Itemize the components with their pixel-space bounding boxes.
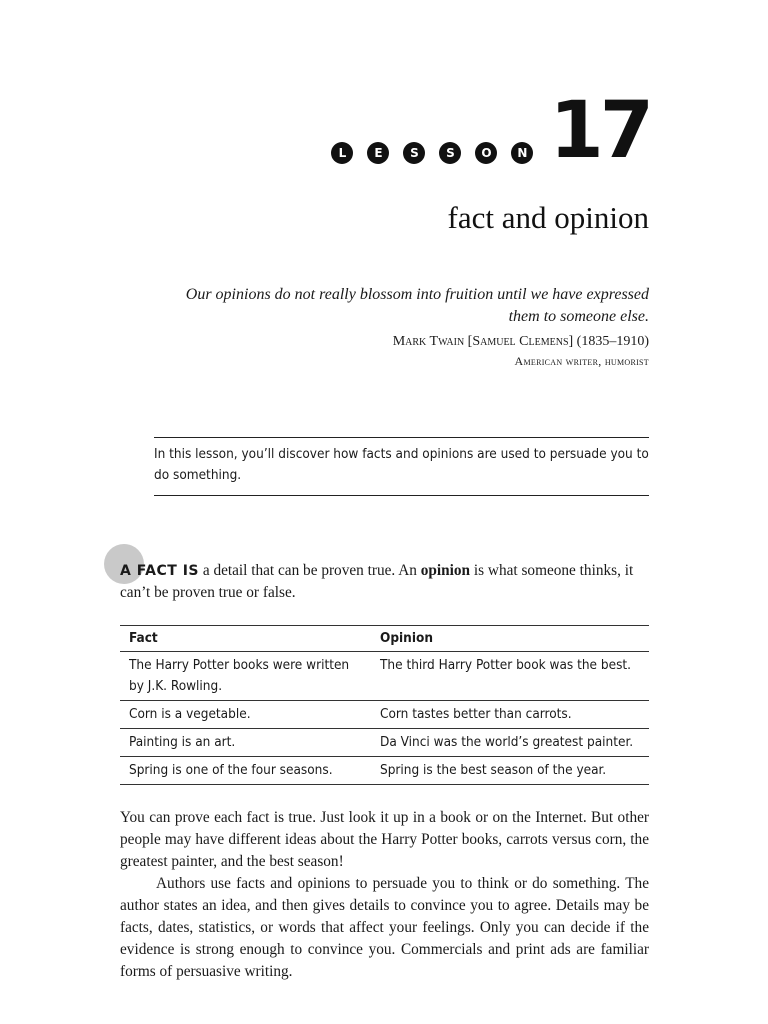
quote-text: Our opinions do not really blossom into fruition until we have expressed them to someone else. xyxy=(185,286,649,325)
lesson-header xyxy=(331,86,650,176)
opinion-cell: Da Vinci was the world’s greatest painter. xyxy=(371,729,649,757)
opinion-cell: Corn tastes better than carrots. xyxy=(371,701,649,729)
lesson-letter: O xyxy=(475,142,497,164)
lesson-letter: E xyxy=(367,142,389,164)
column-header-fact: Fact xyxy=(120,626,371,652)
body-paragraph: Authors use facts and opinions to persuade you to think or do something. The author states an idea, and then gives details to convince you to agree. Details may be facts, dates, statistics, or words that affect your feelings. Only you can decide if the evidence is strong enough to convince you. Commercials and print ads are familiar forms of persuasive writing. xyxy=(120,875,649,980)
fact-cell: Painting is an art. xyxy=(120,729,371,757)
opinion-cell: Spring is the best season of the year. xyxy=(371,757,649,785)
table-row xyxy=(120,729,649,757)
lesson-letter: S xyxy=(403,142,425,164)
quote-author: Mark Twain [Samuel Clemens] (1835–1910) xyxy=(392,334,649,349)
column-header-opinion: Opinion xyxy=(371,626,649,652)
emphasis-word: opinion xyxy=(420,562,471,579)
paragraph-text: is what someone thinks, it can’t be proven true or false. xyxy=(120,562,634,601)
lesson-intro: In this lesson, you’ll discover how facts and opinions are used to persuade you to do something. xyxy=(154,437,649,496)
lesson-label xyxy=(331,142,533,164)
table-row xyxy=(120,757,649,785)
body-paragraph: You can prove each fact is true. Just look it up in a book or on the Internet. But other people may have different ideas about the Harry Potter books, carrots versus corn, the greatest painter, and the best season! xyxy=(120,809,649,870)
fact-cell: Corn is a vegetable. xyxy=(120,701,371,729)
epigraph xyxy=(179,284,649,370)
opinion-cell: The third Harry Potter book was the best. xyxy=(371,652,649,701)
fact-cell: Spring is one of the four seasons. xyxy=(120,757,371,785)
lesson-letter: S xyxy=(439,142,461,164)
lesson-number: 17 xyxy=(549,86,650,176)
paragraph-text: a detail that can be proven true. An xyxy=(199,562,421,579)
quote-role: American writer, humorist xyxy=(514,354,649,368)
lesson-letter: L xyxy=(331,142,353,164)
lesson-letter: N xyxy=(511,142,533,164)
fact-opinion-table xyxy=(120,625,649,785)
fact-cell: The Harry Potter books were written by J.K. Rowling. xyxy=(120,652,371,701)
definition-paragraph xyxy=(120,560,649,604)
lead-in: A FACT IS xyxy=(120,563,199,579)
table-row xyxy=(120,701,649,729)
lesson-title: fact and opinion xyxy=(447,200,649,235)
table-header-row xyxy=(120,626,649,652)
table-row xyxy=(120,652,649,701)
